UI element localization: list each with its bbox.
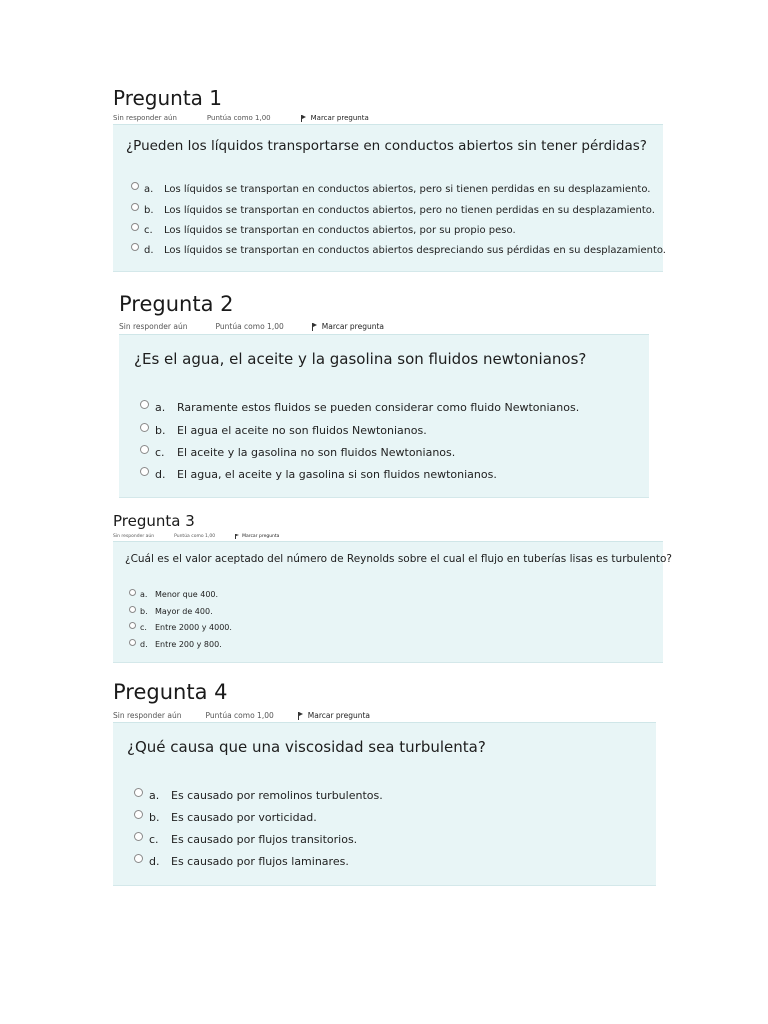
radio-icon[interactable] [140,423,149,432]
answer-text: Menor que 400. [155,590,219,599]
flag-question-label: Marcar pregunta [242,534,280,539]
answer-text: Entre 200 y 800. [155,640,222,649]
answer-option-d[interactable] [131,245,666,256]
radio-icon[interactable] [140,467,149,476]
question-content [113,722,656,886]
answer-option-b[interactable] [134,811,317,824]
question-status: Sin responder aún [113,711,182,720]
radio-icon[interactable] [131,182,139,190]
answer-letter: a. [155,401,166,414]
answer-option-b[interactable] [131,205,655,216]
radio-icon[interactable] [134,810,143,819]
flag-question-label: Marcar pregunta [310,114,369,122]
flag-question-label: Marcar pregunta [321,322,385,331]
question-text: ¿Cuál es el valor aceptado del número de Reynolds sobre el cual el flujo en tuberías lisas es turbulento? [125,553,672,565]
answer-option-a[interactable] [134,789,383,802]
answer-letter: b. [149,811,160,824]
answer-letter: b. [155,424,166,437]
answer-option-c[interactable] [134,833,357,846]
radio-icon[interactable] [129,606,136,613]
answer-text: El agua, el aceite y la gasolina si son fluidos newtonianos. [177,468,497,481]
flag-question-label: Marcar pregunta [307,711,371,720]
answer-letter: a. [149,789,160,802]
question-title: Pregunta 3 [113,512,195,530]
answer-text: Los líquidos se transportan en conductos abiertos despreciando sus pérdidas en su desplazamiento. [164,245,666,256]
answer-option-a[interactable] [140,401,579,414]
answer-text: Mayor de 400. [155,607,213,616]
question-score: Puntúa como 1,00 [215,322,284,331]
question-status: Sin responder aún [119,322,188,331]
radio-icon[interactable] [129,639,136,646]
answer-letter: d. [149,855,160,868]
flag-question-link[interactable] [312,322,412,331]
question-info [113,114,429,122]
answer-letter: b. [144,205,154,216]
answer-letter: c. [140,623,147,632]
answer-text: Los líquidos se transportan en conductos abiertos, por su propio peso. [164,225,516,236]
question-status: Sin responder aún [113,114,177,122]
answer-option-b[interactable] [129,607,213,616]
question-content [113,541,672,663]
answer-text: Es causado por flujos transitorios. [171,833,358,846]
radio-icon[interactable] [131,203,139,211]
question-text: ¿Pueden los líquidos transportarse en conductos abiertos sin tener pérdidas? [126,138,647,154]
question-info [119,322,440,331]
flag-icon [298,712,304,720]
flag-icon [301,115,307,122]
answer-letter: a. [140,590,148,599]
radio-icon[interactable] [140,445,149,454]
question-content [113,124,666,272]
radio-icon[interactable] [131,243,139,251]
answer-text: Los líquidos se transportan en conductos abiertos, pero no tienen perdidas en su desplazamiento. [164,205,655,216]
answer-text: Es causado por remolinos turbulentos. [171,789,383,802]
radio-icon[interactable] [131,223,139,231]
answer-letter: c. [144,225,153,236]
answer-text: Los líquidos se transportan en conductos abiertos, pero si tienen perdidas en su desplazamiento. [164,184,651,195]
answer-letter: d. [140,640,148,649]
question-4 [113,680,656,888]
radio-icon[interactable] [134,788,143,797]
answer-text: El aceite y la gasolina no son fluidos Newtonianos. [177,446,456,459]
question-status: Sin responder aún [113,534,155,539]
answer-text: El agua el aceite no son fluidos Newtonianos. [177,424,427,437]
question-score: Puntúa como 1,00 [206,114,271,122]
answer-option-a[interactable] [131,184,650,195]
answer-option-d[interactable] [129,640,222,649]
question-text: ¿Es el agua, el aceite y la gasolina son fluidos newtonianos? [134,350,587,368]
answer-letter: d. [144,245,154,256]
radio-icon[interactable] [134,832,143,841]
flag-question-link[interactable] [298,711,394,720]
answer-letter: a. [144,184,154,195]
answer-letter: b. [140,607,148,616]
answer-option-c[interactable] [129,623,232,632]
question-score: Puntúa como 1,00 [205,711,274,720]
question-info [113,534,319,539]
question-title: Pregunta 2 [119,292,234,316]
flag-icon [235,534,239,539]
radio-icon[interactable] [134,854,143,863]
question-3 [113,512,672,664]
radio-icon[interactable] [129,622,136,629]
radio-icon[interactable] [140,400,149,409]
answer-text: Es causado por flujos laminares. [171,855,349,868]
answer-option-b[interactable] [140,424,427,437]
answer-option-d[interactable] [140,468,497,481]
question-score: Puntúa como 1,00 [174,534,216,539]
question-2 [119,292,649,500]
answer-option-c[interactable] [131,225,516,236]
answer-option-c[interactable] [140,446,455,459]
question-content [119,334,649,498]
answer-letter: d. [155,468,166,481]
flag-icon [312,323,318,331]
answer-option-d[interactable] [134,855,349,868]
answer-text: Entre 2000 y 4000. [155,623,232,632]
radio-icon[interactable] [129,589,136,596]
answer-letter: c. [149,833,159,846]
flag-question-link[interactable] [301,114,399,122]
question-title: Pregunta 4 [113,680,228,704]
flag-question-link[interactable] [235,534,299,539]
answer-option-a[interactable] [129,590,218,599]
question-title: Pregunta 1 [113,86,223,110]
question-text: ¿Qué causa que una viscosidad sea turbulenta? [127,738,486,756]
question-1 [113,86,666,274]
answer-letter: c. [155,446,165,459]
question-info [113,711,418,720]
answer-text: Es causado por vorticidad. [171,811,317,824]
answer-text: Raramente estos fluidos se pueden considerar como fluido Newtonianos. [177,401,580,414]
